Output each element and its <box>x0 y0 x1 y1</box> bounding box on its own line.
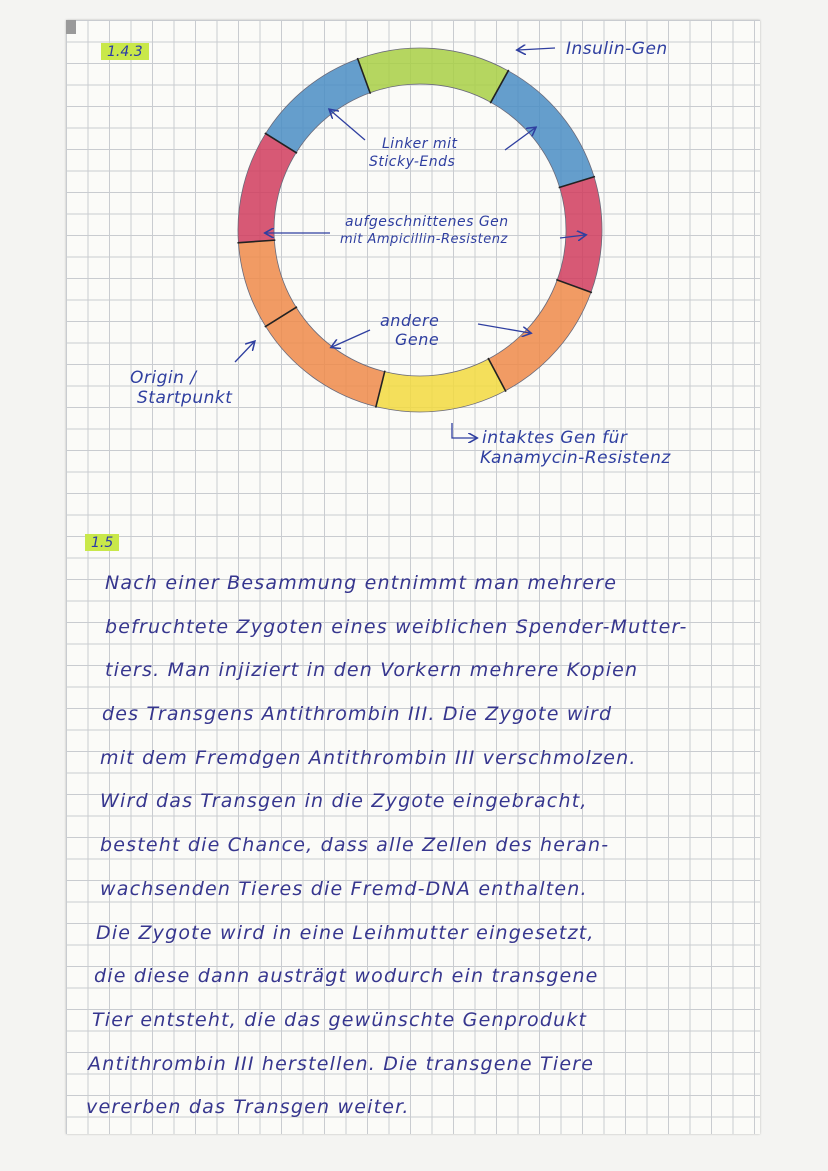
text-line: Nach einer Besammung entnimmt man mehrere <box>105 572 618 594</box>
text-line: Wird das Transgen in die Zygote eingebracht, <box>100 790 588 813</box>
insulin-gene-label: Insulin-Gen <box>566 39 668 59</box>
linker-segment-left <box>266 59 370 153</box>
text-line: Antithrombin III herstellen. Die transgene Tiere <box>88 1052 595 1075</box>
answer-text <box>86 562 750 1130</box>
linker-arrow-right <box>505 128 535 150</box>
kanamycin-label-line1: intaktes Gen für <box>482 428 628 448</box>
ampicillin-segment-left <box>238 134 296 243</box>
text-line: Tier entsteht, die das gewünschte Genprodukt <box>92 1008 588 1031</box>
text-line: mit dem Fremdgen Antithrombin III verschmolzen. <box>100 746 637 769</box>
kanamycin-label-line2: Kanamycin-Resistenz <box>480 448 671 468</box>
other-genes-label-line2: Gene <box>395 330 440 349</box>
andere-arrow-right <box>478 324 530 333</box>
text-line: besteht die Chance, dass alle Zellen des heran- <box>100 834 610 857</box>
linker-arrow-left <box>330 110 365 140</box>
text-line: befruchtete Zygoten eines weiblichen Spender-Mutter- <box>105 615 688 638</box>
linker-label-line1: Linker mit <box>382 136 458 152</box>
section-number-1-5: 1.5 <box>85 534 119 551</box>
text-line: des Transgens Antithrombin III. Die Zygote wird <box>102 703 613 726</box>
origin-label-line2: Startpunkt <box>137 388 233 408</box>
section-number-1-4-3: 1.4.3 <box>101 43 149 60</box>
ampicillin-segment-right <box>557 177 602 292</box>
text-line: vererben das Transgen weiter. <box>86 1096 410 1119</box>
text-line: tiers. Man injiziert in den Vorkern mehrere Kopien <box>105 659 639 682</box>
origin-label-line1: Origin / <box>130 368 197 388</box>
ampicillin-label-line2: mit Ampicillin-Resistenz <box>340 232 508 247</box>
kanamycin-arrow <box>452 423 476 438</box>
linker-segment-right <box>491 71 594 187</box>
other-genes-segment-right <box>489 280 591 391</box>
ampicillin-label-line1: aufgeschnittenes Gen <box>345 214 509 230</box>
andere-arrow-left <box>332 330 370 347</box>
text-line: die diese dann austrägt wodurch ein transgene <box>94 965 599 988</box>
other-genes-label-line1: andere <box>380 311 440 330</box>
origin-arrow <box>235 342 254 362</box>
other-genes-segment-left <box>266 307 385 406</box>
linker-label-line2: Sticky-Ends <box>369 154 456 170</box>
insulin-gene-segment <box>358 48 508 102</box>
kanamycin-gene-segment <box>376 359 505 412</box>
text-line: wachsenden Tieres die Fremd-DNA enthalten. <box>100 877 588 900</box>
insulin-arrow <box>518 48 555 50</box>
text-line: Die Zygote wird in eine Leihmutter eingesetzt, <box>96 921 595 944</box>
